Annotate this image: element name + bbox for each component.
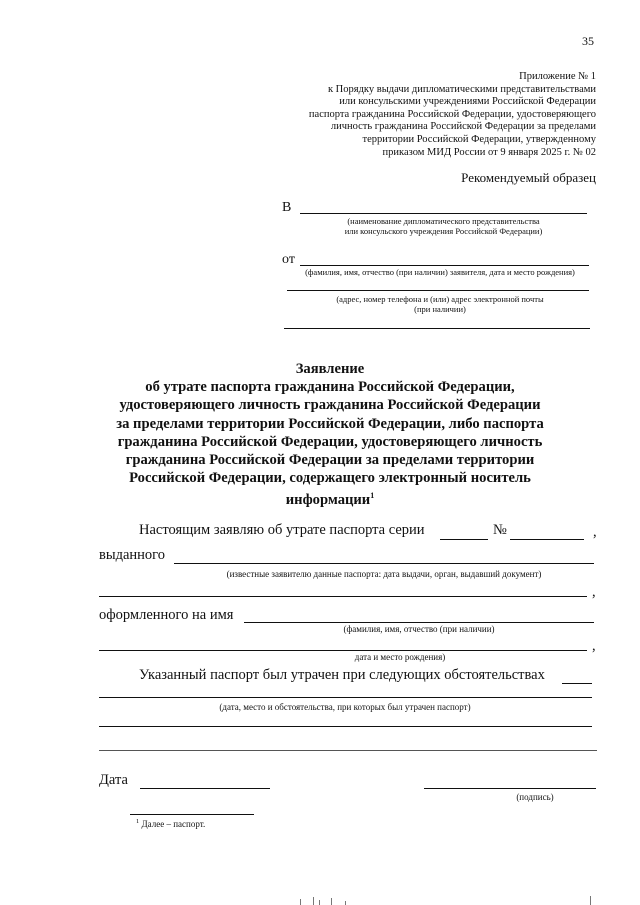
appendix-block <box>240 71 596 159</box>
from-field-line-2[interactable] <box>287 290 589 291</box>
page-number: 35 <box>582 34 594 48</box>
circumstances-field-line-2[interactable] <box>99 697 592 698</box>
contact-field-line[interactable] <box>284 328 590 329</box>
comma: , <box>593 524 597 540</box>
title-line: Российской Федерации, содержащего электронный носитель <box>129 470 531 487</box>
appendix-line: или консульскими учреждениями Российской Федерации <box>339 96 596 108</box>
name-field-line[interactable] <box>244 622 594 623</box>
comma: , <box>592 638 596 654</box>
number-label: № <box>493 522 507 538</box>
footnote-mark: 1 <box>136 818 140 825</box>
issued-caption: (известные заявителю данные паспорта: дата выдачи, орган, выдавший документ) <box>226 569 542 579</box>
footnote-text: Далее – паспорт. <box>141 819 206 829</box>
signature-field-line[interactable] <box>424 788 596 789</box>
from-field-line[interactable] <box>300 265 589 266</box>
series-field-line[interactable] <box>440 539 488 540</box>
statement-text: Настоящим заявляю об утрате паспорта серии <box>139 522 425 538</box>
to-field-line[interactable] <box>300 213 587 214</box>
issued-to-label: оформленного на имя <box>99 607 234 623</box>
title-line: об утрате паспорта гражданина Российской Федерации, <box>145 379 515 396</box>
appendix-line: приказом МИД России от 9 января 2025 г. № 02 <box>382 146 596 158</box>
circumstances-field-line-3[interactable] <box>99 726 592 727</box>
issued-field-line[interactable] <box>174 563 594 564</box>
appendix-line: территории Российской Федерации, утвержденному <box>362 133 596 145</box>
date-label: Дата <box>99 772 128 788</box>
title-line: удостоверяющего личность гражданина Российской Федерации <box>119 397 541 414</box>
birth-caption: дата и место рождения) <box>354 652 446 662</box>
circumstances-field-line-4[interactable] <box>99 750 597 751</box>
birth-field-line[interactable] <box>99 650 587 651</box>
number-field-line[interactable] <box>510 539 584 540</box>
document-title <box>70 360 590 509</box>
from-caption: (фамилия, имя, отчество (при наличии) заявителя, дата и место рождения) <box>305 267 575 277</box>
to-caption: (наименование дипломатического представительства или консульского учреждения Российской Федерации) <box>344 216 543 236</box>
circumstances-caption: (дата, место и обстоятельства, при которых был утрачен паспорт) <box>219 702 471 712</box>
title-line: гражданина Российской Федерации, удостоверяющего личность <box>117 433 543 450</box>
appendix-line: к Порядку выдачи дипломатическими представительствами <box>327 83 596 95</box>
title-footnote-mark: 1 <box>370 491 375 501</box>
circumstances-field-line[interactable] <box>562 683 592 684</box>
footnote-separator <box>130 814 254 815</box>
appendix-line: личность гражданина Российской Федерации за пределами <box>330 121 596 133</box>
title-heading: Заявление <box>295 361 365 377</box>
recommended-sample-label: Рекомендуемый образец <box>461 170 596 185</box>
footnote <box>136 818 205 829</box>
contact-caption: (адрес, номер телефона и (или) адрес электронной почты (при наличии) <box>336 294 544 314</box>
name-caption: (фамилия, имя, отчество (при наличии) <box>343 624 495 634</box>
date-field-line[interactable] <box>140 788 270 789</box>
from-label: от <box>282 252 295 267</box>
appendix-title: Приложение № 1 <box>519 71 596 82</box>
circumstances-label: Указанный паспорт был утрачен при следующих обстоятельствах <box>139 667 545 683</box>
title-line-last: информации$^1$ <box>285 491 375 509</box>
issued-label: выданного <box>99 547 166 563</box>
title-line: гражданина Российской Федерации за пределами территории <box>125 452 535 469</box>
comma: , <box>592 584 596 600</box>
issued-field-line-2[interactable] <box>99 596 587 597</box>
to-label: В <box>282 200 292 215</box>
signature-caption: (подпись) <box>516 792 554 802</box>
title-line: за пределами территории Российской Федерации, либо паспорта <box>116 415 544 432</box>
appendix-line: паспорта гражданина Российской Федерации, удостоверяющего <box>308 108 596 120</box>
scan-edge-marks <box>0 895 640 905</box>
